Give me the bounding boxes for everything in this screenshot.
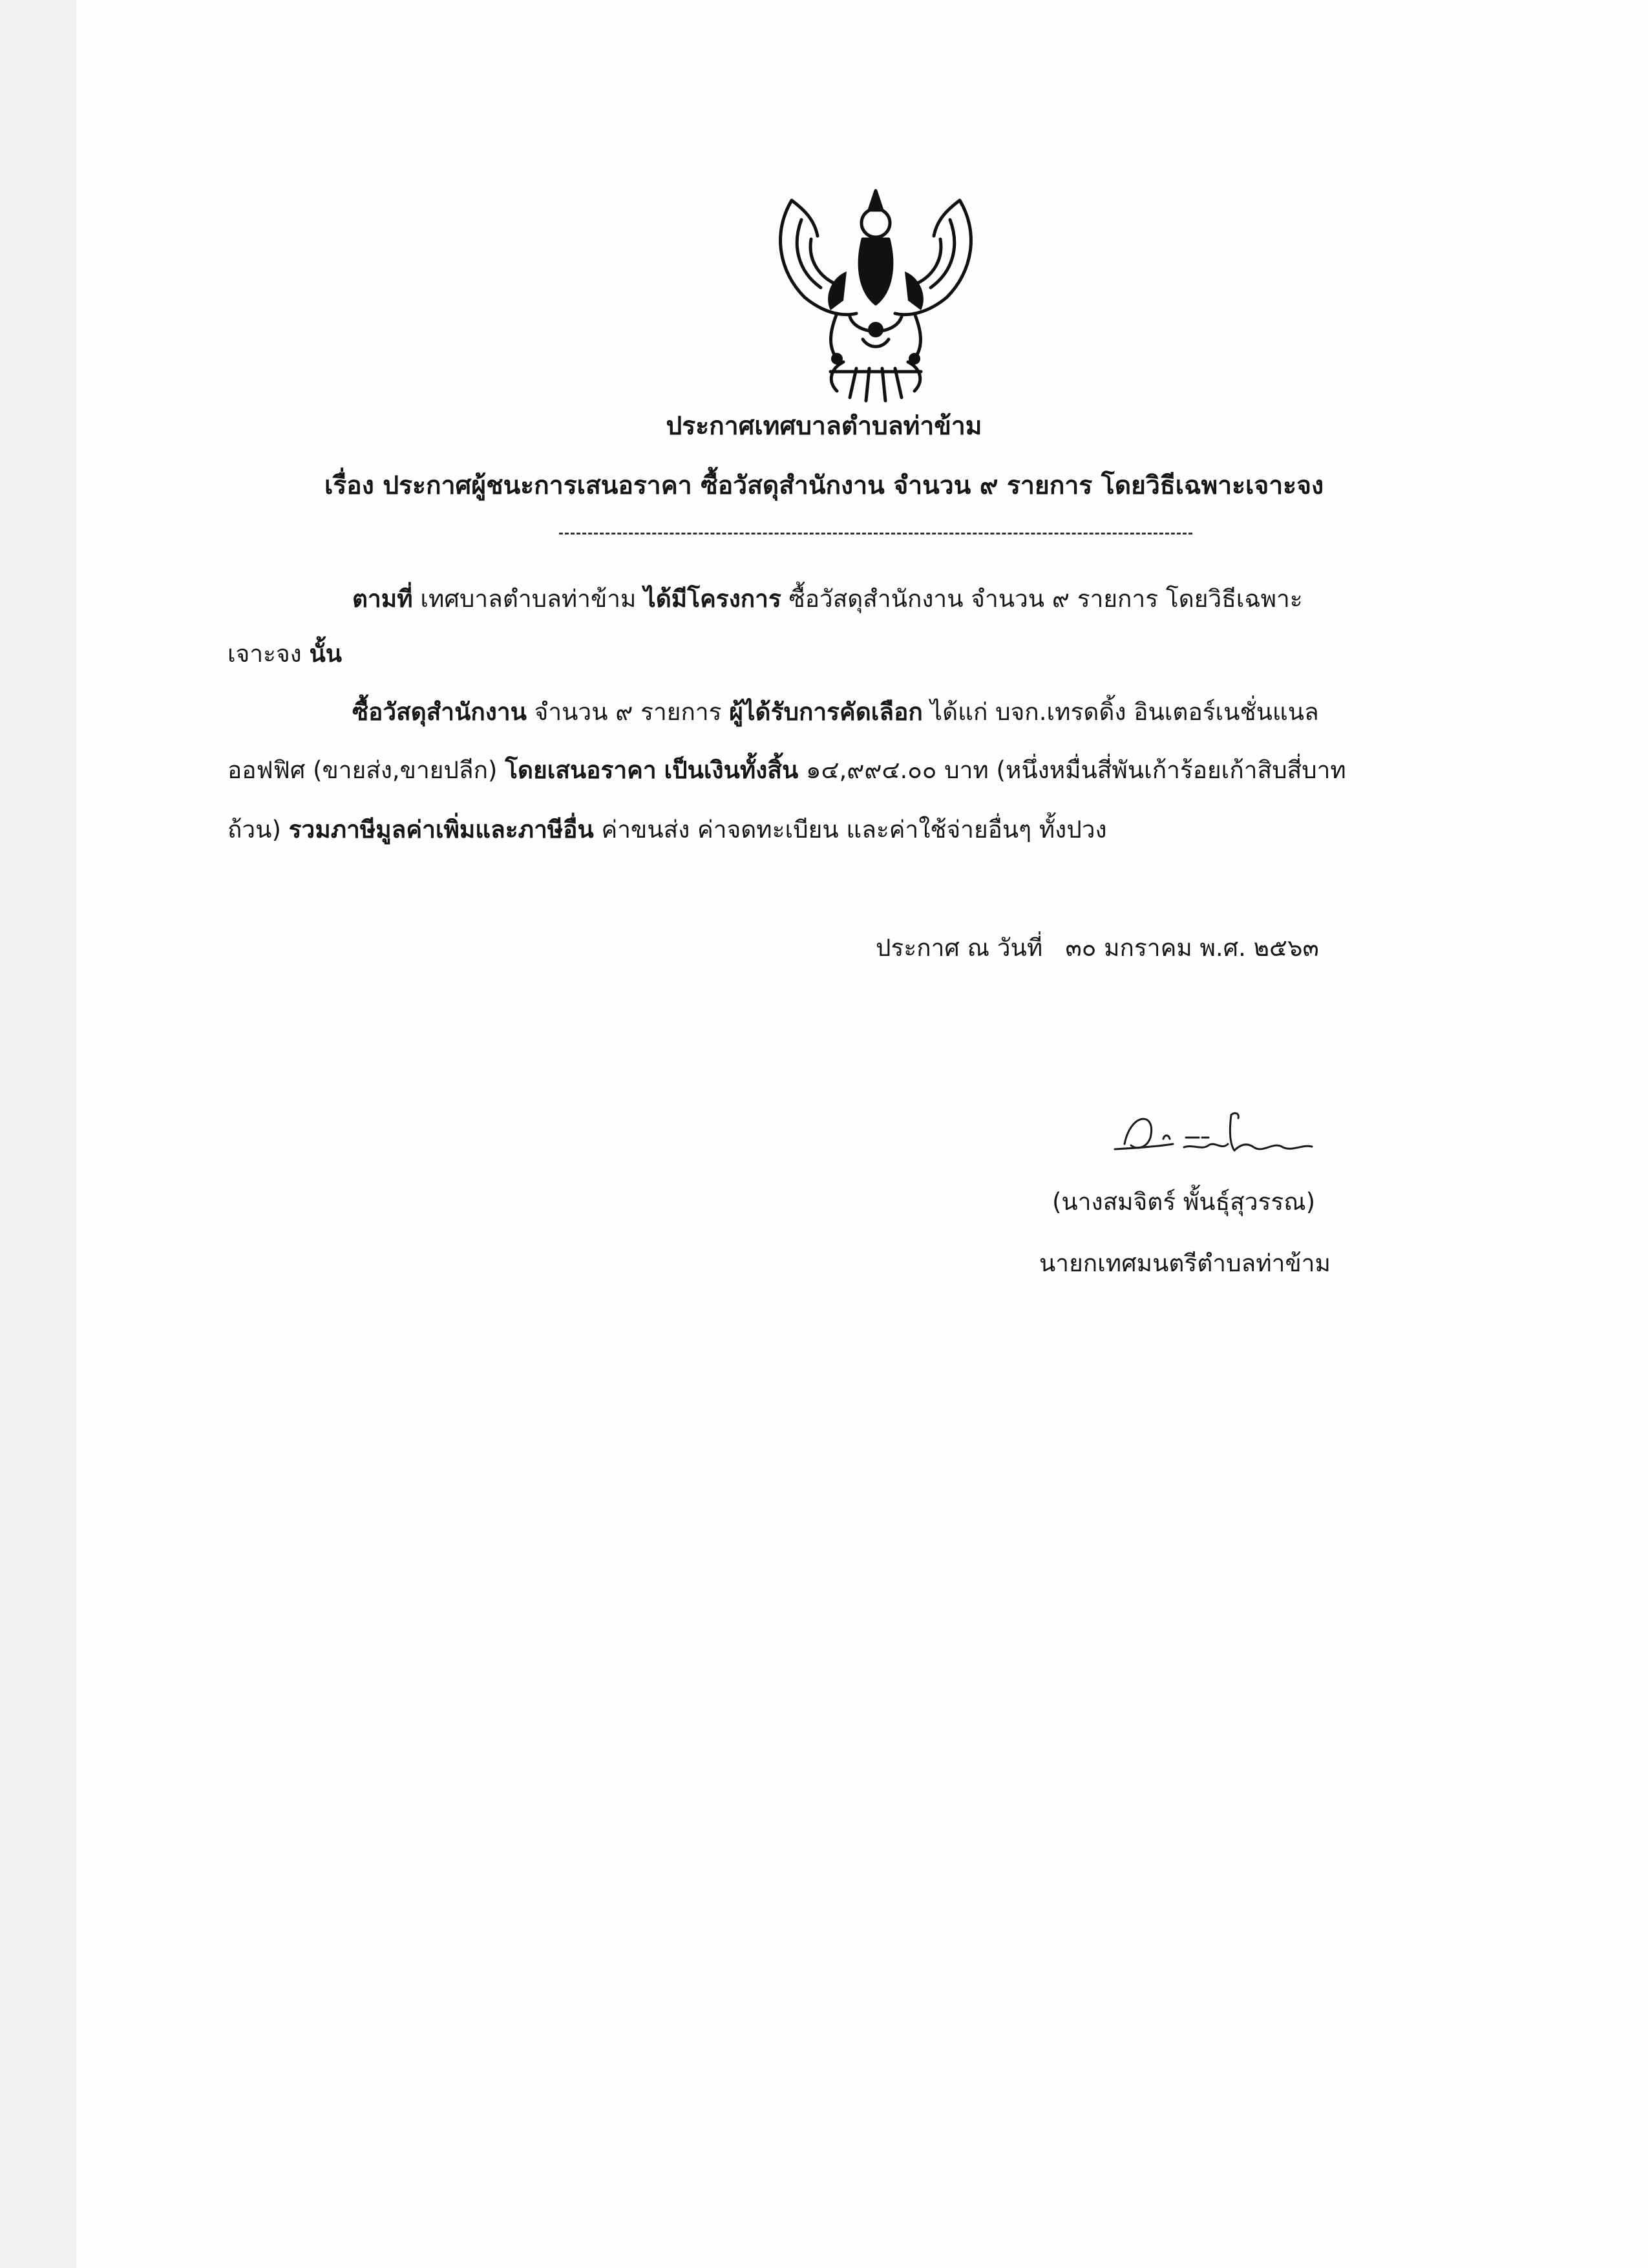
text-bold: นั้น <box>309 640 343 668</box>
text <box>657 756 664 784</box>
handwritten-signature <box>1112 1099 1318 1176</box>
paragraph-2-line-1 <box>352 698 1319 726</box>
text-bold: ได้มีโครงการ <box>644 585 781 613</box>
text-bold: เป็นเงินทั้งสิ้น <box>664 756 799 784</box>
text: จำนวน ๙ รายการ <box>526 698 730 726</box>
text: ๑๔,๙๙๔.๐๐ บาท (หนึ่งหมื่นสี่พันเก้าร้อยเก้าสิบสี่บาท <box>798 756 1346 784</box>
text: ซื้อวัสดุสำนักงาน จำนวน ๙ รายการ โดยวิธีเฉพาะ <box>781 585 1303 613</box>
text: ถ้วน) <box>227 816 289 843</box>
paragraph-2-line-2 <box>227 756 1346 785</box>
announcement-subject: เรื่อง ประกาศผู้ชนะการเสนอราคา ซื้อวัสดุสำนักงาน จำนวน ๙ รายการ โดยวิธีเฉพาะเจาะจง <box>324 471 1324 500</box>
text-bold: โดยเสนอราคา <box>505 756 657 784</box>
text-bold: รวมภาษีมูลค่าเพิ่มและภาษีอื่น <box>288 816 594 843</box>
text-bold: ซื้อวัสดุสำนักงาน <box>352 698 527 726</box>
announcement-heading: ประกาศเทศบาลตำบลท่าข้าม <box>666 412 982 441</box>
text: เจาะจง <box>227 640 310 668</box>
dashed-divider <box>559 533 1192 535</box>
paragraph-2-line-3 <box>227 816 1107 844</box>
text: ออฟฟิศ (ขายส่ง,ขายปลีก) <box>227 756 505 784</box>
garuda-emblem-icon <box>766 175 986 407</box>
text: ได้แก่ บจก.เทรดดิ้ง อินเตอร์เนชั่นแนล <box>922 698 1319 726</box>
text: เทศบาลตำบลท่าข้าม <box>412 585 644 613</box>
scan-margin <box>0 0 76 2268</box>
text: ค่าขนส่ง ค่าจดทะเบียน และค่าใช้จ่ายอื่นๆ ทั้งปวง <box>593 816 1107 843</box>
paragraph-1-line-2 <box>227 640 342 668</box>
signatory-name: (นางสมจิตร์ พั้นธุ์สุวรรณ) <box>1052 1188 1316 1216</box>
text-bold: ผู้ได้รับการคัดเลือก <box>729 698 923 726</box>
signatory-title: นายกเทศมนตรีตำบลท่าข้าม <box>1039 1249 1331 1277</box>
paragraph-1-line-1 <box>352 585 1303 613</box>
announcement-date: ประกาศ ณ วันที่ ๓๐ มกราคม พ.ศ. ๒๕๖๓ <box>876 934 1319 962</box>
text-bold: ตามที่ <box>352 585 413 613</box>
